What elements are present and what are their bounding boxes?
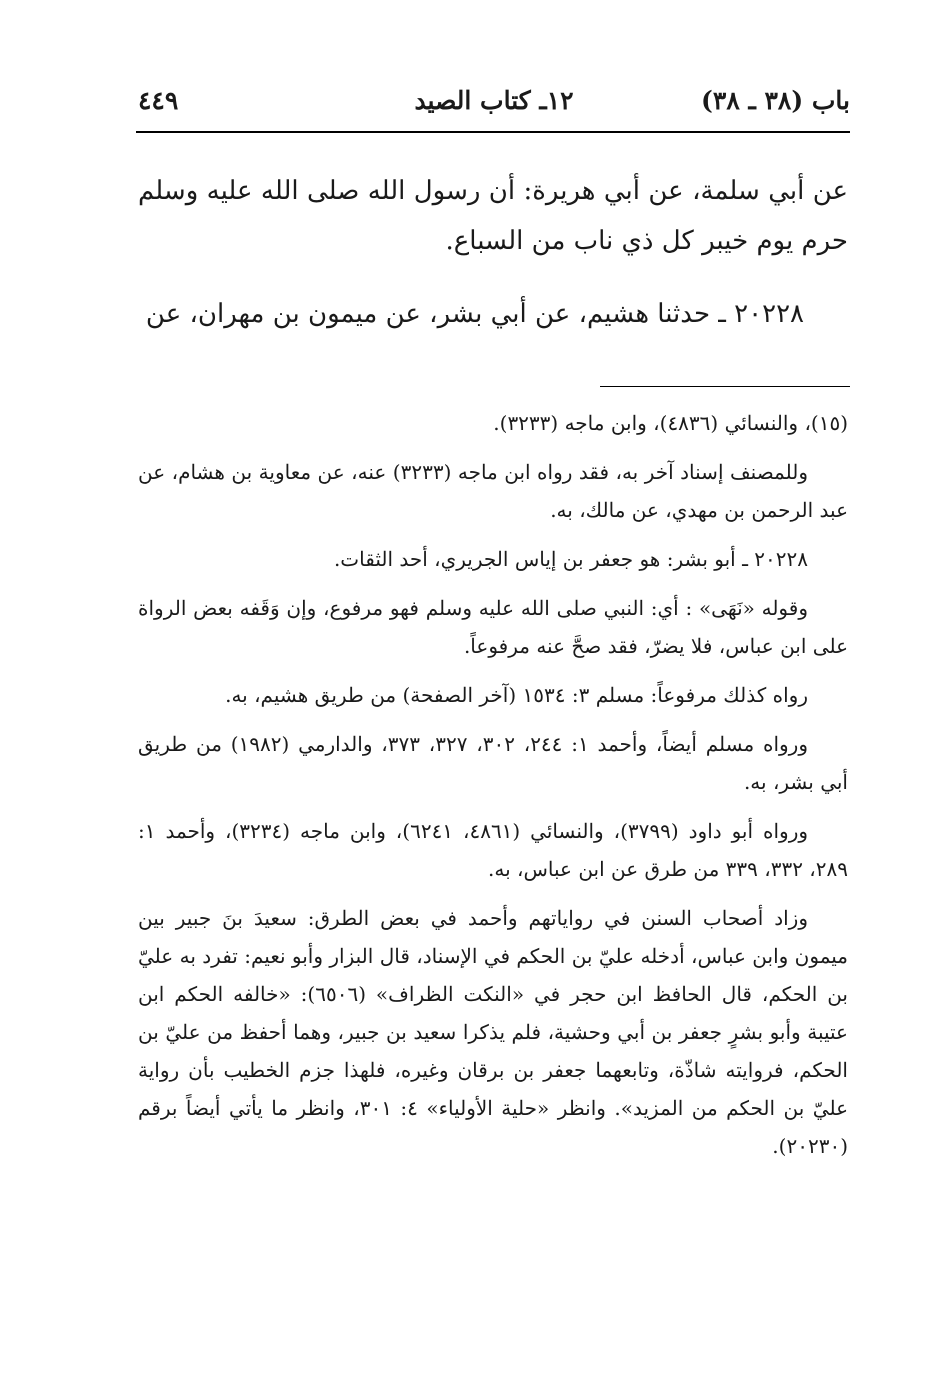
footnote-paragraph: ورواه مسلم أيضاً، وأحمد ١: ٢٤٤، ٣٠٢، ٣٢٧، ٣٧٣، والدارمي (١٩٨٢) من طريق أبي بشر، به. (138, 732, 848, 794)
footnotes (138, 404, 848, 1176)
hadith-20228: ٢٠٢٢٨ ـ حدثنا هشيم، عن أبي بشر، عن ميمون بن مهران، عن (145, 299, 804, 329)
footnote-paragraph: وزاد أصحاب السنن في رواياتهم وأحمد في بعض الطرق: سعيدَ بنَ جبير بين ميمون وابن عباس، أدخله عليّ بن الحكم في الإسناد، قال البزار وأبو نعيم: تفرد به عليّ بن الحكم، قال الحافظ ابن حجر في «النكت الظراف» (٦٥٠٦): «خالفه الحكم ابن عتيبة وأبو بشرٍ جعفر بن أبي وحشية، فلم يذكرا سعيد بن جبير، وهما أحفظ من عليّ بن الحكم، فروايته شاذّة، وتابعهما جعفر بن برقان وغيره، فلهذا جزم الخطيب بأن رواية عليّ بن الحكم من المزيد». وانظر «حلية الأولياء» ٤: ٣٠١، وانظر ما يأتي أيضاً برقم (٢٠٢٣٠). (138, 906, 848, 1158)
footnote-paragraph: رواه كذلك مرفوعاً: مسلم ٣: ١٥٣٤ (آخر الصفحة) من طريق هشيم، به. (225, 683, 808, 707)
chapter-heading: باب (٣٨ ـ ٣٨) (701, 86, 850, 115)
header-rule (136, 131, 850, 133)
footnote-paragraph: وقوله «نَهَى» : أي: النبي صلى الله عليه وسلم فهو مرفوع، وإن وَقَفه بعض الرواة على ابن عباس، فلا يضرّ، فقد صحَّ عنه مرفوعاً. (138, 596, 848, 658)
main-text (138, 166, 848, 339)
footnote-paragraph: ورواه أبو داود (٣٧٩٩)، والنسائي (٤٨٦١، ٦٢٤١)، وابن ماجه (٣٢٣٤)، وأحمد ١: ٢٨٩، ٣٣٢، ٣٣٩ من طرق عن ابن عباس، به. (138, 819, 848, 881)
footnote-separator (600, 386, 850, 387)
book-title: ١٢ـ كتاب الصيد (414, 86, 574, 115)
page-header (138, 86, 850, 126)
page-number: ٤٤٩ (138, 86, 179, 115)
hadith-continuation: عن أبي سلمة، عن أبي هريرة: أن رسول الله صلى الله عليه وسلم حرم يوم خيبر كل ذي ناب من السباع. (138, 176, 848, 256)
footnote-paragraph: ٢٠٢٢٨ ـ أبو بشر: هو جعفر بن إياس الجريري، أحد الثقات. (333, 547, 808, 571)
footnote-paragraph: وللمصنف إسناد آخر به، فقد رواه ابن ماجه (٣٢٣٣) عنه، عن معاوية بن هشام، عن عبد الرحمن بن مهدي، عن مالك، به. (138, 460, 848, 522)
footnote-paragraph: (١٥)، والنسائي (٤٨٣٦)، وابن ماجه (٣٢٣٣). (493, 411, 848, 435)
